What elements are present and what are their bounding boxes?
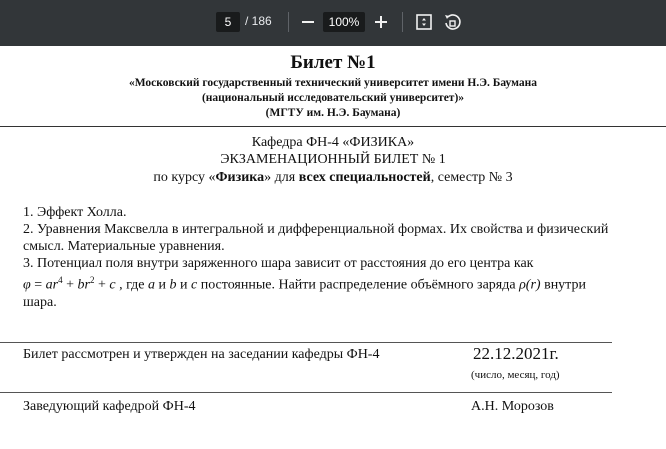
var-a: a (147, 277, 155, 293)
zoom-level-input[interactable]: 100% (323, 12, 365, 32)
q3-text-1: , где (115, 277, 148, 293)
toolbar-divider (288, 12, 289, 32)
formula-plus-2: + (94, 277, 110, 293)
page-number-input[interactable]: 5 (216, 12, 240, 32)
document-page (0, 46, 666, 449)
q3-and-2: и (176, 277, 191, 293)
fit-page-button[interactable] (412, 10, 436, 34)
toolbar-divider (402, 12, 403, 32)
course-prefix: по курсу « (153, 170, 216, 185)
formula-exp-2: 2 (89, 275, 95, 285)
question-2-line-1: 2. Уравнения Максвелла в интегральной и дифференциальной формах. Их свойства и физический (23, 222, 609, 237)
date-caption: (число, месяц, год) (471, 369, 560, 381)
formula-b-term: br (77, 277, 90, 293)
question-1: 1. Эффект Холла. (23, 205, 127, 220)
rotate-button[interactable] (440, 10, 464, 34)
formula-phi: φ (23, 277, 31, 293)
ticket-title: Билет №1 (290, 52, 376, 73)
question-3-line-2 (23, 275, 586, 294)
course-subject: Физика (215, 170, 265, 185)
var-b: b (169, 277, 177, 293)
university-line-2: (национальный исследовательский университет)» (201, 92, 465, 104)
head-of-department-title: Заведующий кафедрой ФН-4 (23, 399, 196, 414)
approval-text: Билет рассмотрен и утвержден на заседании кафедры ФН-4 (23, 347, 380, 362)
question-2-line-2: смысл. Материальные уравнения. (23, 239, 225, 254)
formula-plus-1: + (62, 277, 78, 293)
pdf-toolbar (0, 0, 666, 46)
plus-icon (369, 10, 393, 34)
university-line-3: (МГТУ им. Н.Э. Баумана) (265, 107, 401, 119)
formula-c-term: c (109, 277, 116, 293)
approval-top-rule (0, 342, 612, 343)
question-3-line-3: шара. (23, 295, 57, 310)
page-total-label: / 186 (245, 14, 272, 28)
formula-eq: = (30, 277, 46, 293)
head-of-department-name: А.Н. Морозов (471, 399, 554, 414)
approval-date: 22.12.2021г. (473, 344, 559, 363)
q3-text-2: постоянные. Найти распределение объёмного заряда (197, 277, 520, 293)
minus-icon (296, 10, 320, 34)
var-c: c (190, 277, 198, 293)
signature-top-rule (0, 392, 612, 393)
header-divider (0, 126, 666, 127)
course-middle: » для (264, 170, 299, 185)
zoom-out-button[interactable] (296, 10, 320, 34)
zoom-in-button[interactable] (369, 10, 393, 34)
department-name: Кафедра ФН-4 «ФИЗИКА» (251, 135, 415, 150)
q3-text-3: внутри (540, 277, 586, 293)
rho-function: ρ(r) (519, 277, 541, 293)
course-specialties: всех специальностей (298, 170, 431, 185)
exam-ticket-heading: ЭКЗАМЕНАЦИОННЫЙ БИЛЕТ № 1 (220, 152, 446, 167)
university-line-1: «Московский государственный технический университет имени Н.Э. Баумана (128, 77, 538, 89)
formula-a-term: ar (45, 277, 59, 293)
course-suffix: , семестр № 3 (430, 170, 513, 185)
course-line (0, 170, 666, 186)
formula-exp-4: 4 (58, 275, 63, 285)
q3-and-1: и (154, 277, 170, 293)
rotate-icon (440, 10, 464, 34)
fit-page-icon (412, 10, 436, 34)
question-3-line-1: 3. Потенциал поля внутри заряженного шара зависит от расстояния до его центра как (23, 256, 534, 271)
